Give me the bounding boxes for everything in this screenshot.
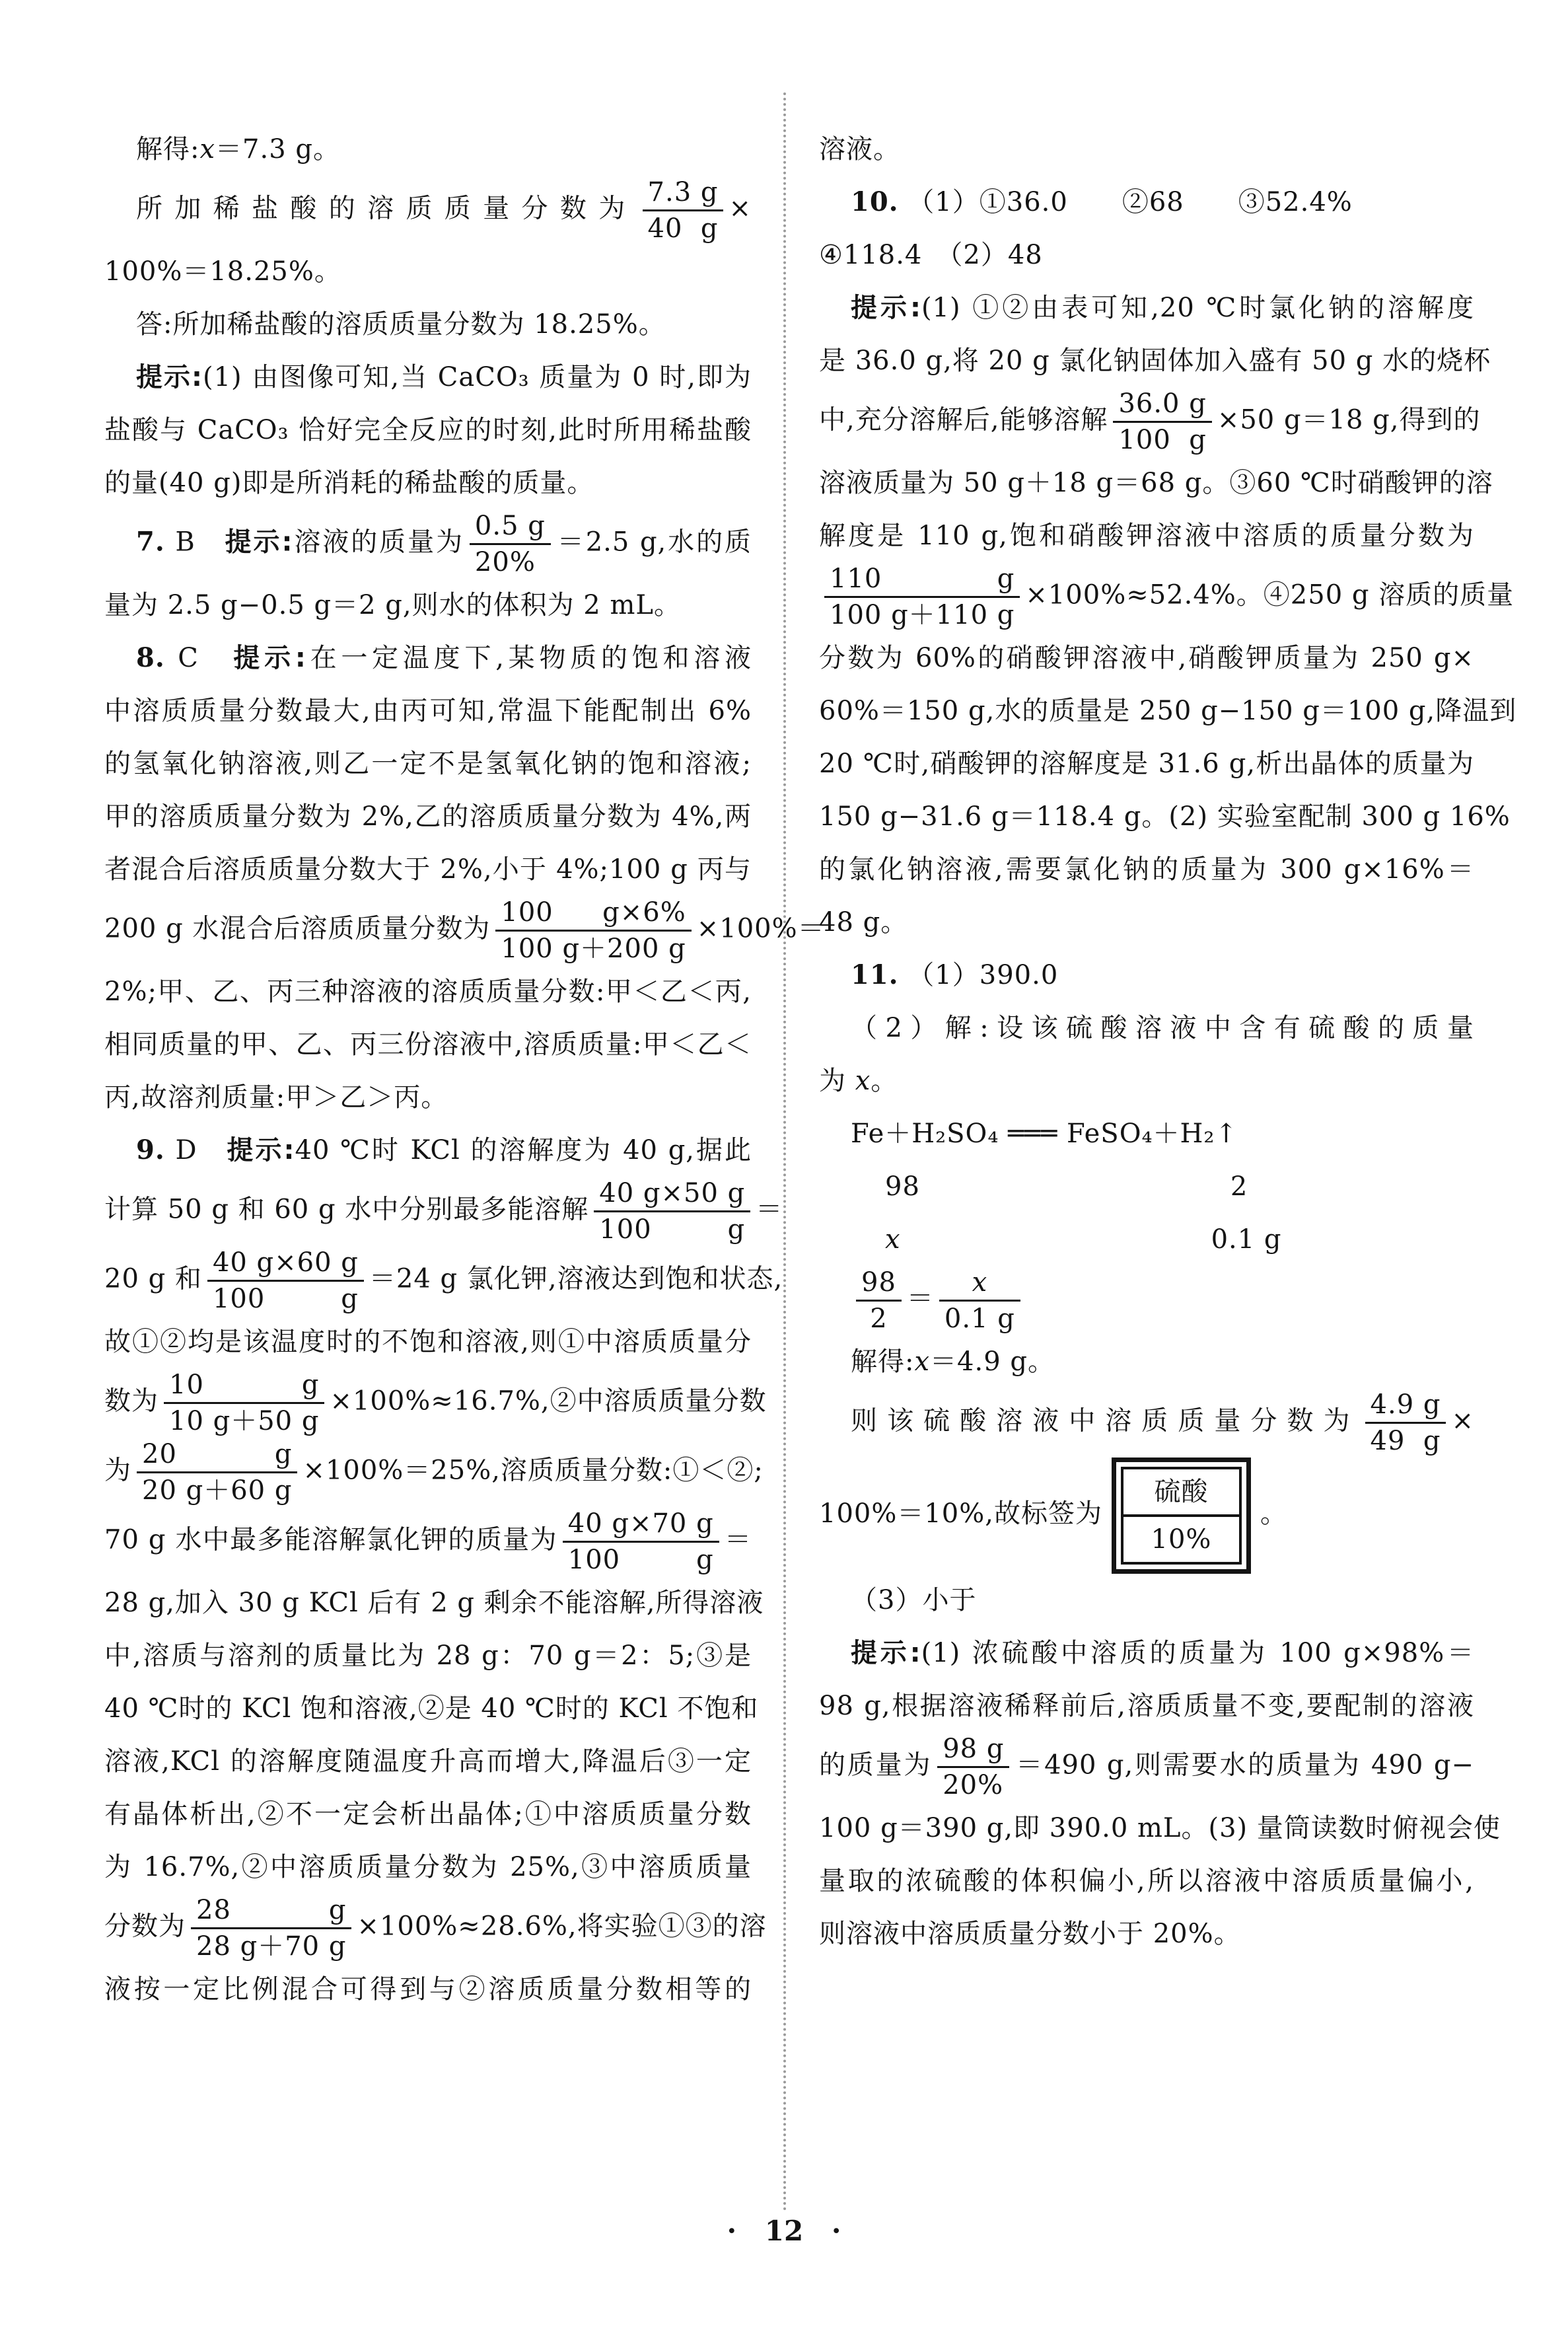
- text-line: [104, 790, 752, 843]
- text-segment: ＝: [724, 1524, 752, 1555]
- text-segment: x: [885, 1224, 901, 1255]
- text-segment: x: [199, 134, 216, 165]
- fraction-numerator: 4.9 g: [1370, 1389, 1441, 1420]
- text-segment: 为: [819, 1066, 855, 1096]
- text-segment: ＝490 g,则需要水的质量为 490 g−: [1015, 1750, 1475, 1781]
- text-segment: 7.: [136, 526, 165, 558]
- fraction: [824, 562, 1020, 632]
- text-segment: ×: [1451, 1405, 1474, 1436]
- text-segment: 的氯化钠溶液,需要氯化钠的质量为 300 g×16%＝: [819, 854, 1474, 885]
- text-line: [104, 509, 752, 579]
- text-segment: （3）小于: [851, 1585, 977, 1615]
- text-segment: 的氢氧化钠溶液,则乙一定不是氢氧化钠的饱和溶液;: [104, 749, 752, 779]
- text-segment: 8.: [136, 642, 165, 673]
- fraction: [495, 896, 691, 965]
- fraction-numerator: 36.0 g: [1118, 388, 1207, 419]
- text-segment: ×100%＝: [696, 913, 825, 944]
- text-line: [104, 298, 752, 351]
- text-segment: (1) 由图像可知,当 CaCO₃ 质量为 0 时,即为: [203, 362, 752, 392]
- text-line: [819, 1266, 1474, 1335]
- text-segment: 在一定温度下,某物质的饱和溶液: [306, 643, 752, 673]
- text-segment: 解得:: [851, 1347, 915, 1377]
- text-segment: 溶液,KCl 的溶解度随温度升高而增大,降温后③一定: [104, 1746, 752, 1777]
- fraction-denominator: 20 g＋60 g: [137, 1471, 297, 1507]
- fraction-numerator: 98 g: [943, 1734, 1005, 1764]
- page-number: [0, 2215, 1568, 2247]
- fraction-denominator: 100 g: [207, 1280, 364, 1315]
- text-segment: 分数为: [104, 1911, 186, 1942]
- fraction-denominator: 100 g: [594, 1210, 750, 1246]
- fraction: [137, 1438, 297, 1507]
- fraction-numerator: 20 g: [142, 1439, 293, 1469]
- text-segment: C: [164, 643, 234, 673]
- text-segment: 丙,故溶剂质量:甲＞乙＞丙。: [104, 1082, 448, 1113]
- fraction-numerator: 10 g: [169, 1370, 320, 1400]
- text-segment: ＝2.5 g,水的质: [555, 527, 752, 558]
- text-segment: 48 g。: [819, 907, 908, 938]
- text-line: [819, 387, 1481, 457]
- text-line: [104, 896, 825, 965]
- text-segment: 甲的溶质质量分数为 2%,乙的溶质质量分数为 4%,两: [104, 801, 752, 832]
- text-line: [819, 684, 1517, 737]
- text-segment: ×100%＝25%,溶质质量分数:①＜②;: [303, 1455, 764, 1486]
- page-number-text: · 12 ·: [727, 2215, 841, 2247]
- fraction: [191, 1894, 351, 1963]
- text-line: [104, 579, 752, 632]
- text-segment: （2）解:设该硫酸溶液中含有硫酸的质量: [851, 1013, 1474, 1043]
- text-line: [104, 404, 752, 457]
- text-segment: 则该硫酸溶液中溶质质量分数为: [851, 1405, 1360, 1436]
- text-segment: （1）390.0: [898, 960, 1059, 990]
- text-segment: 故①②均是该温度时的不饱和溶液,则①中溶质质量分: [104, 1327, 752, 1357]
- text-segment: ＝24 g 氯化钾,溶液达到饱和状态,: [369, 1263, 783, 1294]
- text-segment: B: [164, 527, 225, 558]
- text-segment: 100 g＝390 g,即 390.0 mL。(3) 量筒读数时俯视会使: [819, 1813, 1501, 1843]
- text-line: [104, 245, 752, 298]
- text-line: [819, 1388, 1474, 1458]
- text-line: [104, 1894, 767, 1963]
- text-segment: 液按一定比例混合可得到与②溶质质量分数相等的: [104, 1974, 752, 2005]
- text-segment: 数为: [104, 1385, 159, 1417]
- text-line: [819, 632, 1474, 684]
- fraction: [643, 176, 724, 245]
- text-segment: 相同质量的甲、乙、丙三份溶液中,溶质质量:甲＜乙＜: [104, 1029, 752, 1060]
- text-segment: 溶液质量为 50 g＋18 g＝68 g。③60 ℃时硝酸钾的溶: [819, 468, 1493, 498]
- fraction-numerator: 40 g×60 g: [212, 1247, 359, 1278]
- hint-label: 提示:: [233, 643, 306, 673]
- text-line: [819, 843, 1474, 896]
- text-segment: 28 g,加入 30 g KCl 后有 2 g 剩余不能溶解,所得溶液: [104, 1588, 764, 1618]
- text-line: [819, 896, 1474, 949]
- text-segment: 溶液。: [819, 134, 900, 165]
- text-segment: ×100%≈28.6%,将实验①③的溶: [357, 1911, 767, 1942]
- text-line: [104, 1841, 752, 1894]
- text-line: [104, 1018, 752, 1071]
- text-line: [104, 1788, 752, 1841]
- text-segment: （1）①36.0 ②68 ③52.4%: [898, 187, 1353, 217]
- text-line: [819, 1732, 1474, 1802]
- text-segment: 所加稀盐酸的溶质质量分数为: [136, 193, 637, 224]
- text-line: [104, 632, 752, 684]
- text-line: [819, 1335, 1474, 1388]
- hint-label: 提示:: [851, 293, 921, 323]
- fraction-denominator: 100 g: [1113, 421, 1211, 457]
- text-segment: x: [914, 1347, 931, 1377]
- text-line: [104, 1507, 752, 1576]
- reagent-label: [1112, 1458, 1251, 1574]
- text-line: [819, 1458, 1474, 1574]
- text-segment: 解得:: [136, 134, 200, 165]
- fraction-numerator: x: [972, 1267, 988, 1298]
- text-segment: 0.1 g: [1211, 1224, 1282, 1255]
- text-line: [104, 1246, 783, 1315]
- text-segment: 者混合后溶质质量分数大于 2%,小于 4%;100 g 丙与: [104, 854, 752, 885]
- text-line: [819, 790, 1511, 843]
- text-line: [104, 1177, 783, 1246]
- text-segment: 的量(40 g)即是所消耗的稀盐酸的质量。: [104, 468, 594, 498]
- text-segment: 为 16.7%,②中溶质质量分数为 25%,③中溶质质量: [104, 1852, 752, 1882]
- text-segment: ＝4.9 g。: [930, 1347, 1055, 1377]
- fraction-numerator: 40 g×70 g: [567, 1508, 714, 1539]
- fraction: [207, 1246, 364, 1315]
- fraction-numerator: 100 g×6%: [501, 897, 686, 928]
- left-column: [104, 123, 825, 2016]
- fraction-numerator: 110 g: [830, 564, 1015, 594]
- text-segment: ＝7.3 g。: [215, 134, 340, 165]
- fraction: [1113, 387, 1211, 457]
- text-segment: 计算 50 g 和 60 g 水中分别最多能溶解: [104, 1194, 589, 1225]
- fraction: [856, 1266, 902, 1335]
- text-segment: 中,溶质与溶剂的质量比为 28 g：70 g＝2：5;③是: [104, 1641, 752, 1671]
- fraction: [594, 1177, 750, 1246]
- text-line: [104, 1963, 752, 2016]
- text-segment: 有晶体析出,②不一定会析出晶体;①中溶质质量分数: [104, 1799, 752, 1829]
- text-line: [819, 1855, 1474, 1907]
- text-segment: 。: [871, 1066, 898, 1096]
- page-body: [104, 123, 1517, 2016]
- text-line: [819, 737, 1474, 790]
- text-line: [819, 1627, 1474, 1679]
- text-segment: 40 ℃时的 KCl 饱和溶液,②是 40 ℃时的 KCl 不饱和: [104, 1693, 759, 1724]
- text-line: [819, 1160, 1474, 1213]
- text-segment: 70 g 水中最多能溶解氯化钾的质量为: [104, 1524, 557, 1555]
- text-segment: (1) 浓硫酸中溶质的质量为 100 g×98%＝: [921, 1638, 1474, 1668]
- text-line: [104, 1368, 767, 1438]
- text-line: [104, 1315, 752, 1368]
- text-line: [819, 334, 1491, 387]
- text-segment: 是 36.0 g,将 20 g 氯化钠固体加入盛有 50 g 水的烧杯: [819, 346, 1491, 376]
- text-line: [819, 176, 1474, 229]
- text-line: [819, 1907, 1474, 1960]
- text-segment: 盐酸与 CaCO₃ 恰好完全反应的时刻,此时所用稀盐酸: [104, 415, 752, 445]
- hint-label: 提示:: [225, 527, 293, 558]
- text-segment: 10.: [851, 186, 899, 217]
- text-segment: 20 ℃时,硝酸钾的溶解度是 31.6 g,析出晶体的质量为: [819, 749, 1474, 779]
- text-segment: 分数为 60%的硝酸钾溶液中,硝酸钾质量为 250 g×: [819, 643, 1474, 673]
- text-segment: 9.: [136, 1134, 165, 1165]
- text-line: [104, 1124, 752, 1177]
- text-line: [819, 509, 1474, 562]
- text-line: [819, 229, 1474, 281]
- fraction-denominator: 49 g: [1365, 1422, 1446, 1458]
- fraction-denominator: 2: [856, 1300, 902, 1335]
- fraction-denominator: 100 g＋110 g: [824, 596, 1020, 632]
- hint-label: 提示:: [851, 1638, 921, 1668]
- text-line: [104, 1735, 752, 1788]
- fraction-denominator: 100 g: [563, 1541, 719, 1576]
- text-line: [104, 684, 752, 737]
- text-segment: 98 g,根据溶液稀释前后,溶质质量不变,要配制的溶液: [819, 1691, 1474, 1721]
- text-line: [819, 281, 1474, 334]
- fraction: [164, 1368, 324, 1438]
- text-segment: 60%＝150 g,水的质量是 250 g−150 g＝100 g,降温到: [819, 696, 1517, 726]
- text-segment: 中,充分溶解后,能够溶解: [819, 404, 1108, 435]
- text-line: [104, 351, 752, 404]
- text-segment: (1) ①②由表可知,20 ℃时氯化钠的溶解度: [921, 293, 1474, 323]
- fraction-denominator: 20%: [937, 1766, 1009, 1802]
- fraction-numerator: 7.3 g: [647, 177, 719, 207]
- text-line: [104, 457, 752, 509]
- text-segment: 2%;甲、乙、丙三种溶液的溶质质量分数:甲＜乙＜丙,: [104, 977, 752, 1007]
- text-line: [104, 843, 752, 896]
- fraction: [939, 1266, 1020, 1335]
- text-line: [819, 1679, 1474, 1732]
- fraction-numerator: 40 g×50 g: [599, 1178, 746, 1208]
- text-segment: 2: [1230, 1171, 1248, 1202]
- text-segment: 的质量为: [819, 1750, 933, 1781]
- fraction-denominator: 0.1 g: [939, 1300, 1020, 1335]
- text-segment: 中溶质质量分数最大,由丙可知,常温下能配制出 6%: [104, 696, 752, 726]
- text-line: [819, 562, 1515, 632]
- text-segment: ×50 g＝18 g,得到的: [1217, 404, 1481, 435]
- text-segment: 溶液的质量为: [293, 527, 464, 558]
- text-line: [104, 1071, 752, 1124]
- fraction: [1365, 1388, 1446, 1458]
- text-line: [819, 1054, 1474, 1107]
- text-line: [104, 1629, 752, 1682]
- text-line: [819, 457, 1493, 509]
- text-segment: 则溶液中溶质质量分数小于 20%。: [819, 1919, 1241, 1949]
- fraction-denominator: 100 g＋200 g: [495, 930, 691, 965]
- text-line: [104, 123, 752, 176]
- text-segment: 100%＝10%,故标签为: [819, 1498, 1102, 1529]
- text-segment: 98: [885, 1171, 920, 1202]
- text-segment: 11.: [851, 959, 899, 990]
- text-line: [819, 1002, 1474, 1054]
- text-segment: ×100%≈52.4%。④250 g 溶质的质量: [1025, 579, 1515, 610]
- text-line: [104, 176, 752, 245]
- reagent-label-inner: [1121, 1467, 1242, 1565]
- text-segment: 20 g 和: [104, 1263, 202, 1294]
- right-column: [819, 123, 1517, 2016]
- fraction: [563, 1507, 719, 1576]
- text-segment: 40 ℃时 KCl 的溶解度为 40 g,据此: [295, 1135, 752, 1165]
- fraction-denominator: 40 g: [643, 209, 724, 245]
- text-line: [819, 1107, 1474, 1160]
- text-line: [104, 965, 752, 1018]
- fraction-denominator: 28 g＋70 g: [191, 1927, 351, 1963]
- text-segment: 为: [104, 1455, 131, 1486]
- fraction-denominator: 10 g＋50 g: [164, 1402, 324, 1438]
- text-segment: ④118.4 （2）48: [819, 240, 1043, 270]
- reagent-name: 硫酸: [1123, 1469, 1239, 1517]
- fraction-numerator: 0.5 g: [474, 511, 546, 541]
- fraction-numerator: 28 g: [196, 1895, 347, 1925]
- text-segment: 答:所加稀盐酸的溶质质量分数为 18.25%。: [136, 309, 666, 340]
- text-segment: 量为 2.5 g−0.5 g＝2 g,则水的体积为 2 mL。: [104, 590, 681, 620]
- text-segment: ＝: [906, 1283, 934, 1314]
- text-line: [819, 949, 1474, 1002]
- text-segment: ×: [729, 193, 752, 224]
- fraction-denominator: 20%: [470, 543, 551, 579]
- text-line: [104, 1438, 764, 1507]
- text-line: [104, 737, 752, 790]
- text-line: [819, 123, 1474, 176]
- text-segment: 。: [1260, 1498, 1287, 1529]
- text-segment: 200 g 水混合后溶质质量分数为: [104, 913, 491, 944]
- text-segment: 量取的浓硫酸的体积偏小,所以溶液中溶质质量偏小,: [819, 1866, 1474, 1896]
- text-segment: Fe＋H₂SO₄ ═══ FeSO₄＋H₂↑: [851, 1119, 1238, 1149]
- text-segment: x: [855, 1066, 871, 1096]
- text-line: [819, 1574, 1474, 1627]
- text-line: [819, 1802, 1501, 1855]
- text-line: [104, 1576, 764, 1629]
- fraction-numerator: 98: [861, 1267, 896, 1298]
- text-segment: 100%＝18.25%。: [104, 256, 341, 287]
- text-segment: ＝: [756, 1194, 783, 1225]
- text-segment: ×100%≈16.7%,②中溶质质量分数: [330, 1385, 767, 1417]
- text-segment: 解度是 110 g,饱和硝酸钾溶液中溶质的质量分数为: [819, 521, 1474, 551]
- hint-label: 提示:: [136, 362, 203, 392]
- reagent-concentration: 10%: [1151, 1524, 1212, 1555]
- text-segment: 150 g−31.6 g＝118.4 g。(2) 实验室配制 300 g 16%: [819, 801, 1511, 832]
- text-line: [819, 1213, 1474, 1266]
- text-segment: D: [164, 1135, 227, 1165]
- fraction: [470, 509, 551, 579]
- hint-label: 提示:: [227, 1135, 295, 1165]
- fraction: [937, 1732, 1009, 1802]
- text-line: [104, 1682, 759, 1735]
